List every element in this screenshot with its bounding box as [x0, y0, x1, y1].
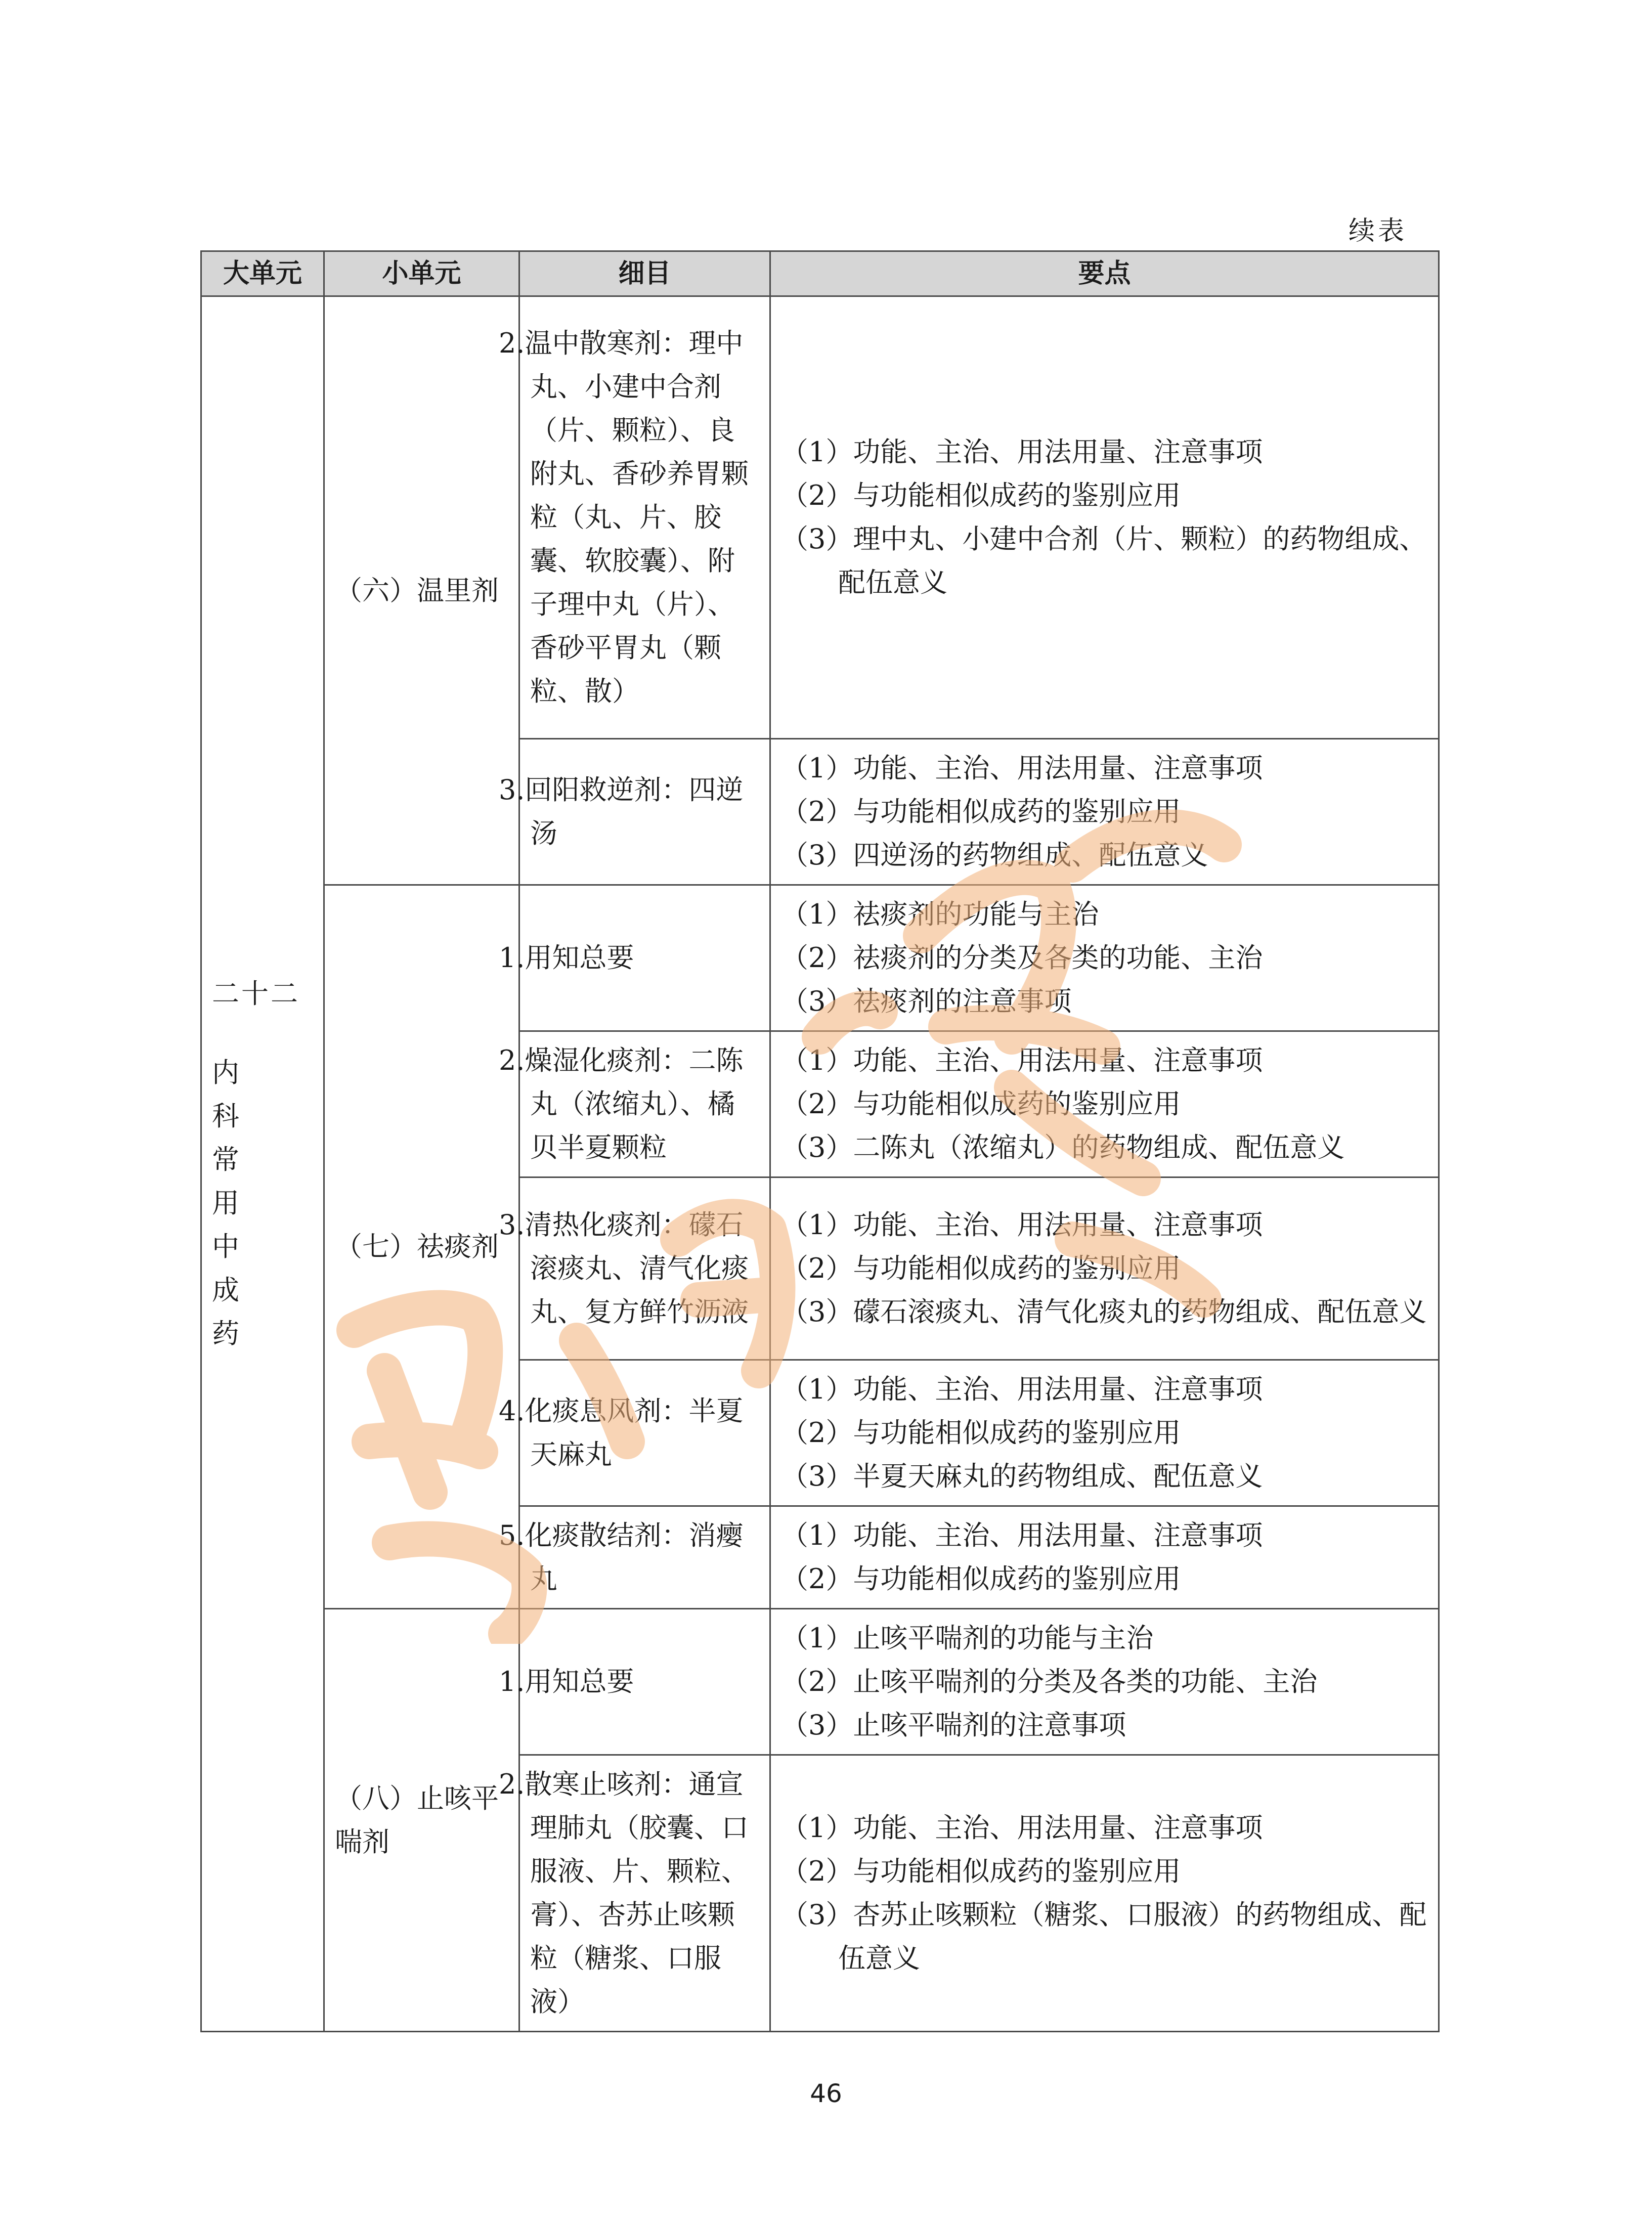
item-cell: 2.散寒止咳剂：通宣理肺丸（胶囊、口服液、片、颗粒、膏）、杏苏止咳颗粒（糖浆、口服液）	[519, 1755, 770, 2032]
header-item: 细目	[519, 251, 770, 296]
item-cell: 2.温中散寒剂：理中丸、小建中合剂（片、颗粒）、良附丸、香砂养胃颗粒（丸、片、胶囊、软胶囊）、附子理中丸（片）、香砂平胃丸（颗粒、散）	[519, 296, 770, 739]
item-cell: 5.化痰散结剂：消瘿丸	[519, 1506, 770, 1609]
item-cell: 1.用知总要	[519, 885, 770, 1031]
header-sub-unit: 小单元	[324, 251, 519, 296]
unit-title: 内 科 常 用 中 成 药	[212, 1057, 239, 1349]
points-cell: （1）功能、主治、用法用量、注意事项 （2）与功能相似成药的鉴别应用 （3）二陈丸（浓缩丸）的药物组成、配伍意义	[770, 1031, 1439, 1177]
item-cell: 1.用知总要	[519, 1609, 770, 1755]
table-row	[201, 885, 1439, 1031]
item-cell: 2.燥湿化痰剂：二陈丸（浓缩丸）、橘贝半夏颗粒	[519, 1031, 770, 1177]
continuation-label: 续表	[1348, 216, 1407, 246]
table-row	[201, 1609, 1439, 1755]
unit-number: 二十二	[212, 978, 300, 1010]
syllabus-table	[200, 250, 1440, 2032]
points-cell: （1）功能、主治、用法用量、注意事项 （2）与功能相似成药的鉴别应用	[770, 1506, 1439, 1609]
sub-unit-cell: （六）温里剂	[324, 296, 519, 885]
sub-unit-cell: （八）止咳平喘剂	[324, 1609, 519, 2032]
page-number: 46	[810, 2079, 842, 2108]
table-header-row	[201, 251, 1439, 296]
points-cell: （1）功能、主治、用法用量、注意事项 （2）与功能相似成药的鉴别应用 （3）礞石滚痰丸、清气化痰丸的药物组成、配伍意义	[770, 1177, 1439, 1360]
points-cell: （1）功能、主治、用法用量、注意事项 （2）与功能相似成药的鉴别应用 （3）理中丸、小建中合剂（片、颗粒）的药物组成、配伍意义	[770, 296, 1439, 739]
item-cell: 3.回阳救逆剂：四逆汤	[519, 739, 770, 885]
points-cell: （1）祛痰剂的功能与主治 （2）祛痰剂的分类及各类的功能、主治 （3）祛痰剂的注意事项	[770, 885, 1439, 1031]
item-cell: 4.化痰息风剂：半夏天麻丸	[519, 1360, 770, 1506]
item-cell: 3.清热化痰剂：礞石滚痰丸、清气化痰丸、复方鲜竹沥液	[519, 1177, 770, 1360]
header-major-unit: 大单元	[201, 251, 324, 296]
header-key-points: 要点	[770, 251, 1439, 296]
points-cell: （1）功能、主治、用法用量、注意事项 （2）与功能相似成药的鉴别应用 （3）四逆汤的药物组成、配伍意义	[770, 739, 1439, 885]
major-unit-cell	[201, 296, 324, 2032]
points-cell: （1）止咳平喘剂的功能与主治 （2）止咳平喘剂的分类及各类的功能、主治 （3）止咳平喘剂的注意事项	[770, 1609, 1439, 1755]
points-cell: （1）功能、主治、用法用量、注意事项 （2）与功能相似成药的鉴别应用 （3）半夏天麻丸的药物组成、配伍意义	[770, 1360, 1439, 1506]
points-cell: （1）功能、主治、用法用量、注意事项 （2）与功能相似成药的鉴别应用 （3）杏苏止咳颗粒（糖浆、口服液）的药物组成、配伍意义	[770, 1755, 1439, 2032]
table-row	[201, 296, 1439, 739]
sub-unit-cell: （七）祛痰剂	[324, 885, 519, 1609]
